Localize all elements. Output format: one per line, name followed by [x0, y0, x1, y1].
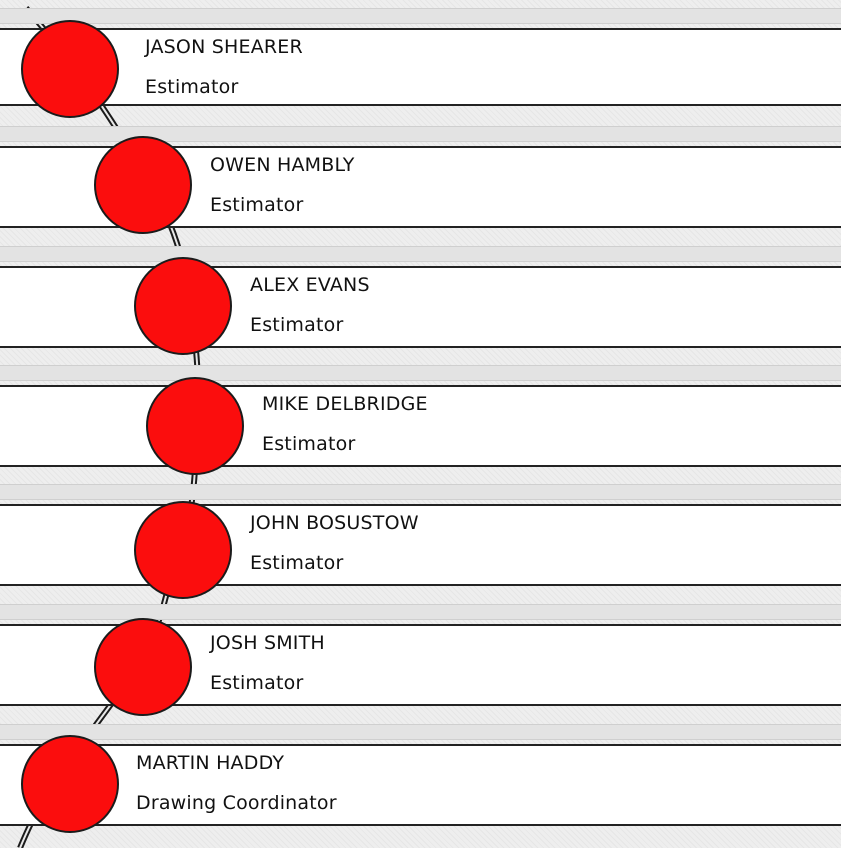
timeline-node [134, 501, 232, 599]
bar-shadow [0, 8, 841, 24]
member-name: MARTIN HADDY [136, 752, 285, 774]
timeline-node [21, 20, 119, 118]
member-role: Estimator [262, 433, 356, 455]
member-role: Estimator [210, 194, 304, 216]
member-role: Estimator [210, 672, 304, 694]
bar-shadow [0, 724, 841, 740]
member-name: MIKE DELBRIDGE [262, 393, 428, 415]
member-bar [0, 266, 841, 348]
member-name: OWEN HAMBLY [210, 154, 355, 176]
timeline-node [134, 257, 232, 355]
member-role: Estimator [145, 76, 239, 98]
timeline-node [146, 377, 244, 475]
member-role: Estimator [250, 314, 344, 336]
member-role: Estimator [250, 552, 344, 574]
timeline-node [94, 618, 192, 716]
timeline-node [21, 735, 119, 833]
member-name: JASON SHEARER [145, 36, 303, 58]
member-bar [0, 744, 841, 826]
bar-shadow [0, 365, 841, 381]
timeline-node [94, 136, 192, 234]
member-role: Drawing Coordinator [136, 792, 337, 814]
member-name: ALEX EVANS [250, 274, 370, 296]
member-bar [0, 504, 841, 586]
bar-shadow [0, 484, 841, 500]
bar-shadow [0, 604, 841, 620]
member-name: JOHN BOSUSTOW [250, 512, 419, 534]
member-bar [0, 28, 841, 106]
bar-shadow [0, 246, 841, 262]
member-name: JOSH SMITH [210, 632, 325, 654]
